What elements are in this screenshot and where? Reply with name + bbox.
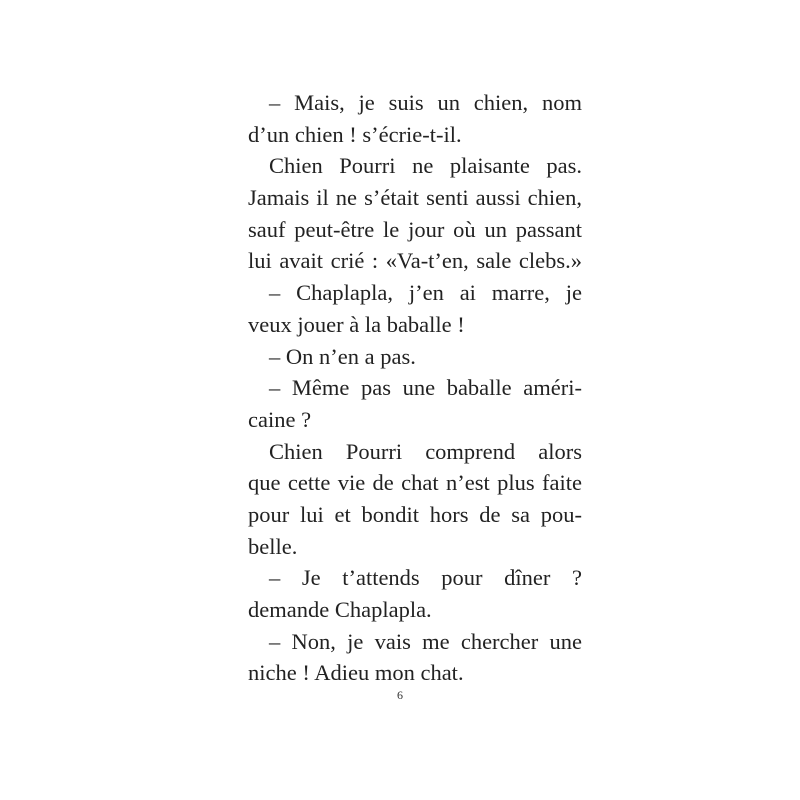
text-line: – On n’en a pas.: [269, 343, 416, 369]
text-line: niche ! Adieu mon chat.: [248, 660, 464, 686]
page-number: 6: [397, 688, 403, 702]
text-line: – Mais, je suis un chien, nom: [269, 90, 582, 115]
text-line: – Chaplapla, j’en ai marre, je: [269, 280, 582, 306]
text-line: – Même pas une baballe améri-: [269, 375, 582, 401]
text-line: – Je t’attends pour dîner ?: [269, 565, 582, 591]
text-line: veux jouer à la baballe !: [248, 311, 465, 337]
text-line: pour lui et bondit hors de sa pou-: [248, 501, 582, 527]
text-line: d’un chien ! s’écrie-t-il.: [248, 121, 462, 147]
text-line: Jamais il ne s’était senti aussi chien,: [248, 185, 582, 211]
text-line: Chien Pourri comprend alors: [269, 438, 582, 464]
text-line: belle.: [248, 533, 298, 559]
text-line: que cette vie de chat n’est plus faite: [248, 470, 582, 496]
book-page-text: [248, 87, 582, 689]
text-line: Chien Pourri ne plaisante pas.: [269, 153, 582, 179]
text-line: demande Chaplapla.: [248, 597, 432, 622]
text-line: sauf peut-être le jour où un passant: [248, 216, 582, 242]
text-line: – Non, je vais me chercher une: [269, 628, 582, 654]
text-line: lui avait crié : «Va-t’en, sale clebs.»: [248, 248, 582, 274]
text-line: caine ?: [248, 406, 312, 432]
